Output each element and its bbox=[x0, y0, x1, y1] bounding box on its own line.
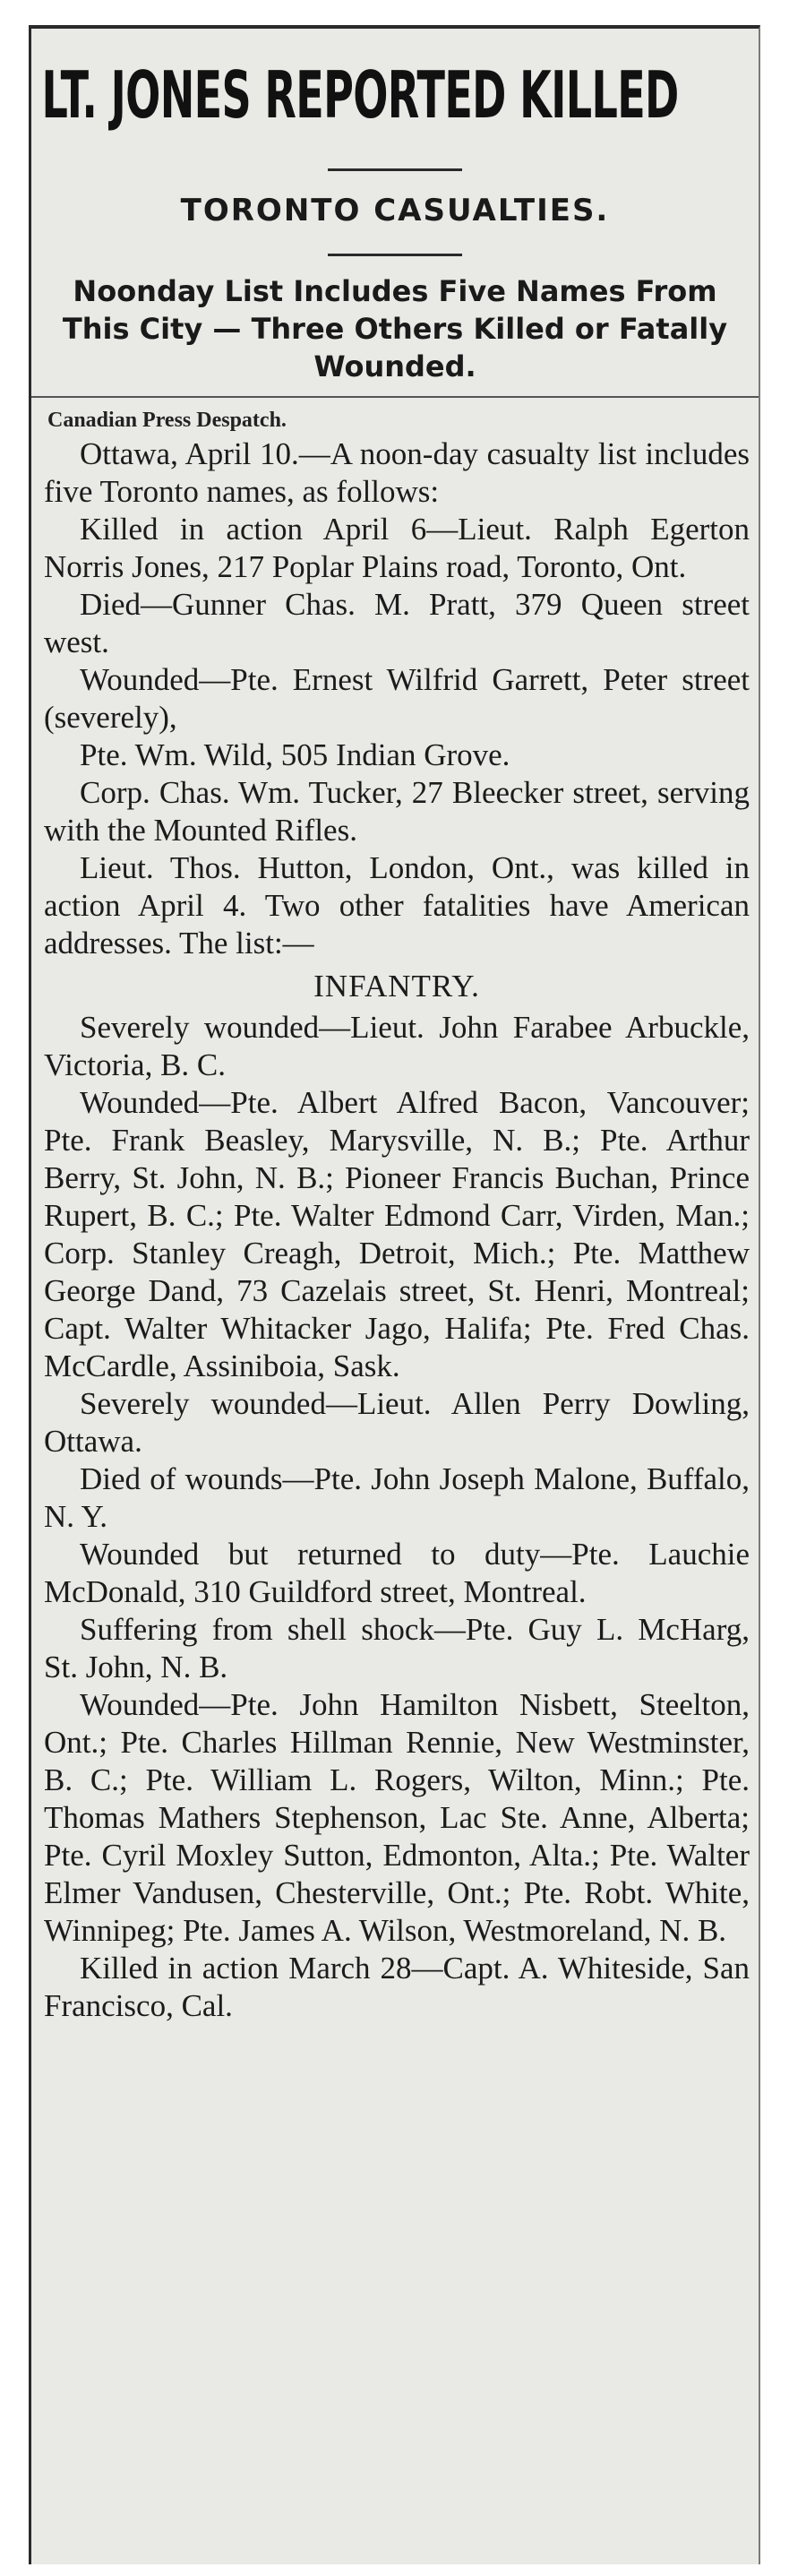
paragraph: Corp. Chas. Wm. Tucker, 27 Bleecker street, serving with the Mounted Rifles. bbox=[44, 775, 750, 848]
article-body bbox=[31, 435, 759, 2025]
paragraph: Ottawa, April 10.—A noon-day casualty list includes five Toronto names, as follows: bbox=[44, 436, 750, 509]
newspaper-clipping bbox=[29, 25, 760, 2564]
paragraph: Severely wounded—Lieut. Allen Perry Dowling, Ottawa. bbox=[44, 1386, 750, 1459]
paragraph: Wounded—Pte. Ernest Wilfrid Garrett, Peter street (severely), bbox=[44, 662, 750, 735]
paragraph: Lieut. Thos. Hutton, London, Ont., was killed in action April 4. Two other fatalities have American addresses. The list:— bbox=[44, 850, 750, 961]
paragraph: Severely wounded—Lieut. John Farabee Arbuckle, Victoria, B. C. bbox=[44, 1010, 750, 1082]
paragraph: Died of wounds—Pte. John Joseph Malone, Buffalo, N. Y. bbox=[44, 1461, 750, 1534]
paragraph: Killed in action March 28—Capt. A. Whiteside, San Francisco, Cal. bbox=[44, 1951, 750, 2023]
deck-headline: Noonday List Includes Five Names From This City — Three Others Killed or Fatally Wounded. bbox=[62, 274, 728, 383]
paragraph: Died—Gunner Chas. M. Pratt, 379 Queen street west. bbox=[44, 587, 750, 659]
paragraph: Wounded but returned to duty—Pte. Lauchie McDonald, 310 Guildford street, Montreal. bbox=[44, 1537, 750, 1609]
subheadline: TORONTO CASUALTIES. bbox=[180, 193, 610, 228]
dateline: Canadian Press Despatch. bbox=[47, 409, 287, 432]
paragraph: Suffering from shell shock—Pte. Guy L. McHarg, St. John, N. B. bbox=[44, 1612, 750, 1684]
section-heading: INFANTRY. bbox=[313, 969, 480, 1004]
paragraph: Wounded—Pte. John Hamilton Nisbett, Steelton, Ont.; Pte. Charles Hillman Rennie, New Westminster, B. C.; Pte. William L. Rogers, Wilton, Minn.; Pte. Thomas Mathers Stephenson, Lac Ste. Anne, Alberta; Pte. Cyril Moxley Sutton, Edmonton, Alta.; Pte. Walter Elmer Vandusen, Chesterville, Ont.; Pte. Robt. White, Winnipeg; Pte. James A. Wilson, Westmoreland, N. B. bbox=[44, 1687, 750, 1948]
paragraph: Killed in action April 6—Lieut. Ralph Egerton Norris Jones, 217 Poplar Plains road, Toronto, Ont. bbox=[44, 512, 750, 584]
paragraph: Pte. Wm. Wild, 505 Indian Grove. bbox=[80, 737, 510, 772]
divider-rule bbox=[328, 254, 462, 256]
divider-rule bbox=[31, 396, 759, 398]
headline: LT. JONES REPORTED KILLED bbox=[41, 57, 679, 133]
paragraph: Wounded—Pte. Albert Alfred Bacon, Vancouver; Pte. Frank Beasley, Marysville, N. B.; Pte. Arthur Berry, St. John, N. B.; Pioneer Francis Buchan, Prince Rupert, B. C.; Pte. Walter Edmond Carr, Virden, Man.; Corp. Stanley Creagh, Detroit, Mich.; Pte. Matthew George Dand, 73 Cazelais street, St. Henri, Montreal; Capt. Walter Whitacker Jago, Halifa; Pte. Fred Chas. McCardle, Assiniboia, Sask. bbox=[44, 1085, 750, 1383]
divider-rule bbox=[328, 168, 462, 171]
